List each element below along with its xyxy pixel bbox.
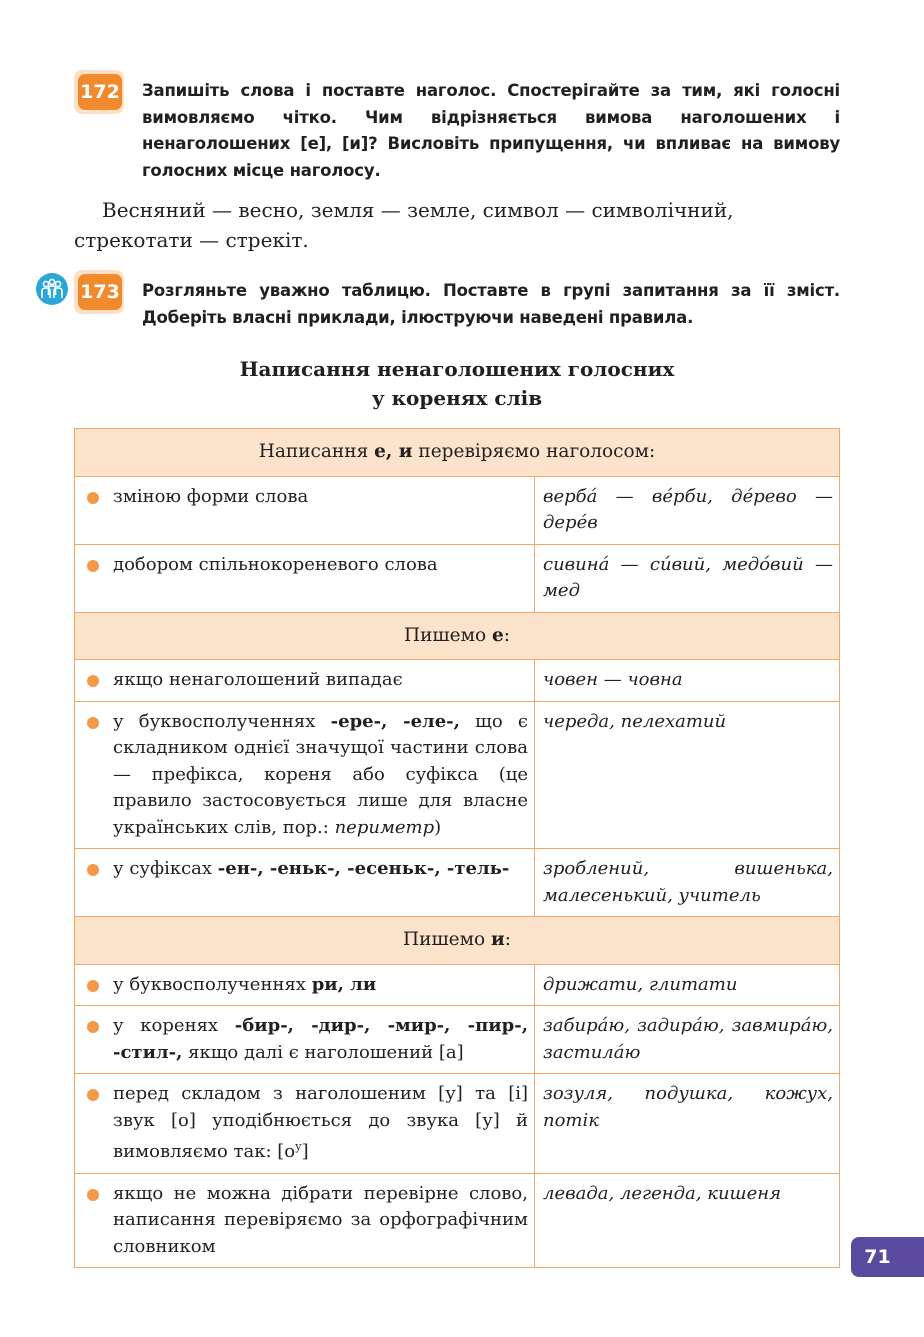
exercise-172 xyxy=(74,70,840,186)
table-title xyxy=(74,355,840,413)
exercise-number-badge xyxy=(74,270,124,314)
examples-cell: забира́ю, задира́ю, завмира́ю, застила́ю xyxy=(535,1006,840,1074)
bullet-icon xyxy=(87,717,99,729)
table-section-header: Пишемо и: xyxy=(75,917,840,965)
examples-cell: дрижати, глитати xyxy=(535,964,840,1006)
table-title-line: у коренях слів xyxy=(371,386,543,410)
examples-cell: зроблений, вишенька, малесенький, учитель xyxy=(535,849,840,917)
bullet-icon xyxy=(87,492,99,504)
table-section-header: Пишемо е: xyxy=(75,612,840,660)
exercise-task: Запишіть слова і поставте наголос. Спостерігайте за тим, які голосні вимовляємо чітко. Чим відрізняється вимова наголошених і ненаголошених [е], [и]? Висловіть припущення, чи впливає на вимову голосних місце наголосу. xyxy=(142,81,840,180)
table-row xyxy=(75,544,840,612)
bullet-icon xyxy=(87,1021,99,1033)
rule-cell: у буквосполученнях ри, ли xyxy=(75,964,535,1006)
rule-cell: у суфіксах -ен-, -еньк-, -есеньк-, -тель- xyxy=(75,849,535,917)
table-title-line: Написання ненаголошених голосних xyxy=(239,357,675,381)
rule-cell: зміною форми слова xyxy=(75,476,535,544)
group-work-icon xyxy=(36,273,68,305)
exercise-173 xyxy=(74,270,840,334)
table-row xyxy=(75,701,840,849)
page-number: 71 xyxy=(851,1237,924,1277)
table-section-header: Написання е, и перевіряємо наголосом: xyxy=(75,429,840,477)
exercise-number-badge xyxy=(74,70,124,114)
table-row xyxy=(75,964,840,1006)
rule-cell: добором спільнокореневого слова xyxy=(75,544,535,612)
table-row xyxy=(75,849,840,917)
bullet-icon xyxy=(87,675,99,687)
table-section-row xyxy=(75,612,840,660)
rules-table xyxy=(74,428,840,1268)
exercise-number: 173 xyxy=(78,274,122,310)
exercise-task: Розгляньте уважно таблицю. Поставте в групі запитання за її зміст. Доберіть власні приклади, ілюструючи наведені правила. xyxy=(142,281,840,327)
examples-cell: зозуля, подушка, кожух, потік xyxy=(535,1074,840,1174)
rule-cell: перед складом з наголошеним [у] та [і] звук [о] уподібнюється до звука [у] й вимовляємо так: $[о^у]$ xyxy=(75,1074,535,1174)
word-pairs-line: стрекотати — стрекіт. xyxy=(74,228,309,252)
word-pairs-line: Весняний — весно, земля — земле, символ — символічний, xyxy=(102,198,734,222)
examples-cell: човен — човна xyxy=(535,660,840,702)
table-row xyxy=(75,1006,840,1074)
examples-cell: череда, пелехатий xyxy=(535,701,840,849)
table-row xyxy=(75,660,840,702)
examples-cell: верба́ — ве́рби, де́рево — дере́в xyxy=(535,476,840,544)
rule-cell: якщо ненаголошений випадає xyxy=(75,660,535,702)
table-row xyxy=(75,1173,840,1268)
rule-cell: у буквосполученнях -ере-, -еле-, що є складником однієї значущої частини слова — префікса, кореня або суфікса (це правило застосовується лише для власне українських слів, пор.: периметр) xyxy=(75,701,535,849)
examples-cell: левада, легенда, кишеня xyxy=(535,1173,840,1268)
bullet-icon xyxy=(87,1189,99,1201)
rule-cell: у коренях -бир-, -дир-, -мир-, -пир-, -стил-, якщо далі є наголошений [а] xyxy=(75,1006,535,1074)
exercise-number: 172 xyxy=(78,74,122,110)
bullet-icon xyxy=(87,980,99,992)
table-section-row xyxy=(75,917,840,965)
bullet-icon xyxy=(87,560,99,572)
examples-cell: сивина́ — си́вий, медо́вий — мед xyxy=(535,544,840,612)
table-section-row xyxy=(75,429,840,477)
table-row xyxy=(75,476,840,544)
bullet-icon xyxy=(87,1089,99,1101)
bullet-icon xyxy=(87,864,99,876)
rule-cell: якщо не можна дібрати перевірне слово, написання перевіряємо за орфографічним словником xyxy=(75,1173,535,1268)
table-row xyxy=(75,1074,840,1174)
word-pairs xyxy=(74,195,840,255)
